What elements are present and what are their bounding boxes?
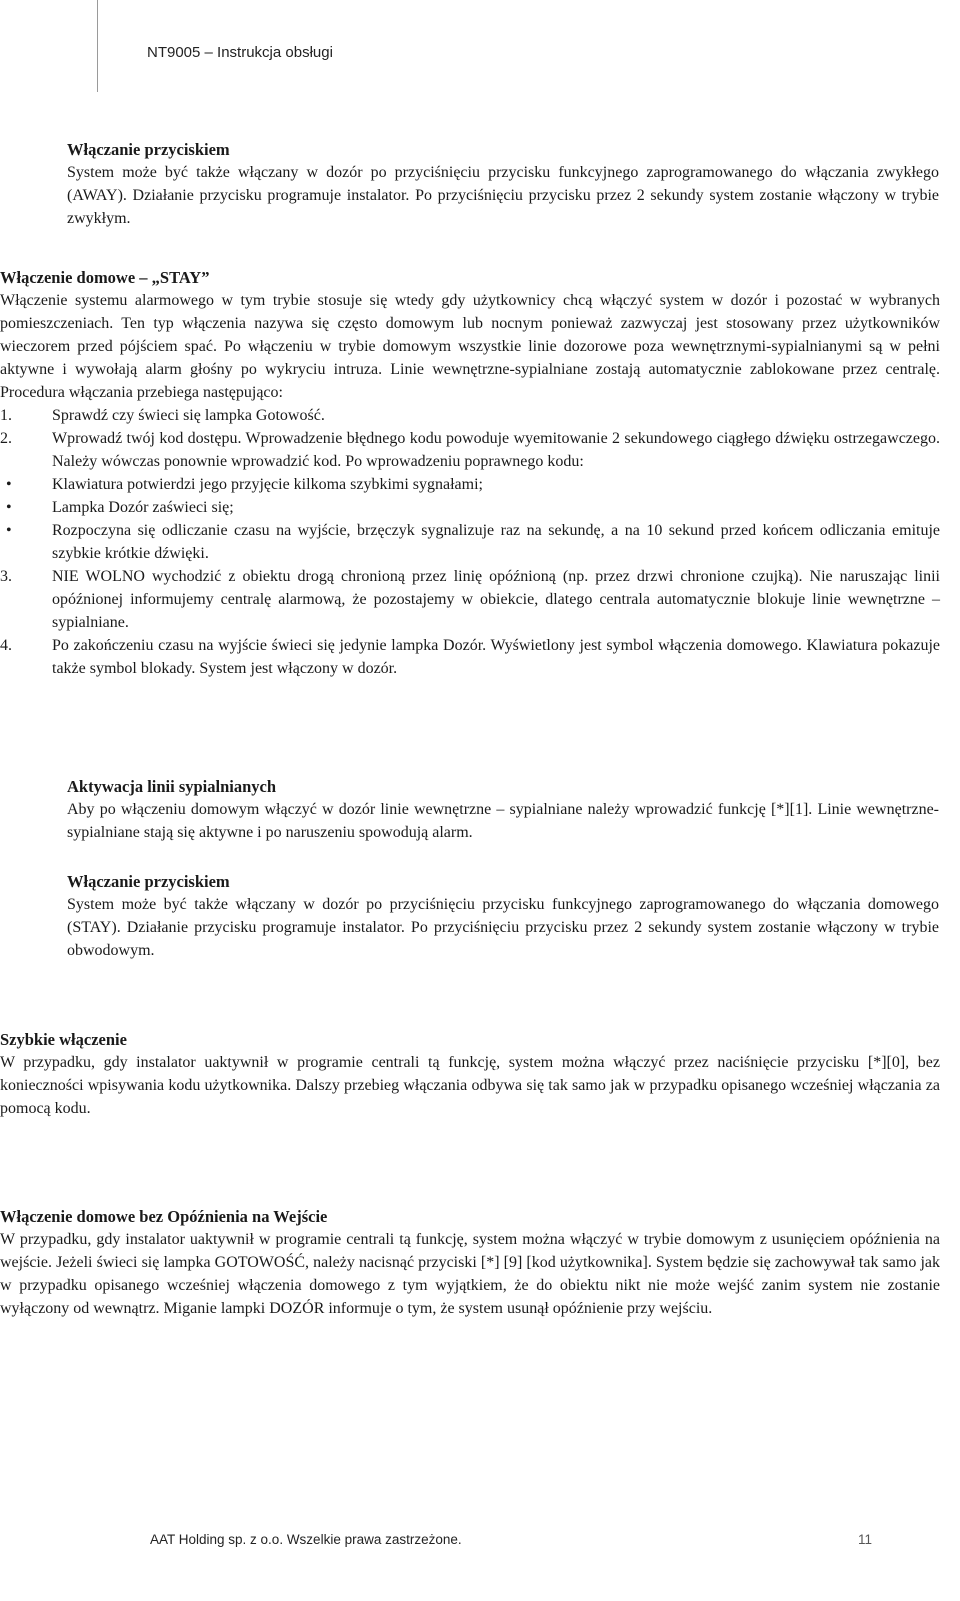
list-item [0,519,940,565]
procedure-steps [0,404,940,473]
page-footer [150,1532,872,1547]
procedure-steps-continued [0,565,940,680]
section-paragraph: System może być także włączany w dozór po przyciśnięciu przycisku funkcyjnego zaprogramowanego do włączania zwykłego (AWAY). Działanie przycisku programuje instalator. Po przyciśnięciu przycisku przez 2 sekundy system zostanie włączony w trybie zwykłym. [67,164,939,227]
section-heading: Włączenie domowe bez Opóźnienia na Wejście [0,1207,328,1226]
section-heading: Włączanie przyciskiem [67,140,230,159]
section-stay-button [67,870,939,962]
header-title: NT9005 – Instrukcja obsługi [147,44,333,61]
bullet-icon: • [6,499,12,516]
section-paragraph: W przypadku, gdy instalator uaktywnił w programie centrali tą funkcję, system można włączyć przez naciśnięcie przycisku [*][0], bez konieczności wpisywania kodu użytkownika. Dalszy przebieg włączania odbywa się tak samo jak w przypadku opisanego wcześniej włączania za pomocą kodu. [0,1054,940,1117]
section-paragraph: System może być także włączany w dozór po przyciśnięciu przycisku funkcyjnego zaprogramowanego do włączania domowego (STAY). Działanie przycisku programuje instalator. Po przyciśnięciu przycisku przez 2 sekundy system zostanie włączony w trybie obwodowym. [67,896,939,959]
section-paragraph: Aby po włączeniu domowym włączyć w dozór linie wewnętrzne – sypialniane należy wprowadzić funkcję [*][1]. Linie wewnętrzne-sypialniane stają się aktywne i po naruszeniu spowodują alarm. [67,801,939,841]
header-divider-line [97,0,98,92]
step-number: 2. [0,430,12,447]
footer-copyright: AAT Holding sp. z o.o. Wszelkie prawa zastrzeżone. [150,1532,462,1547]
step-number: 3. [0,568,12,585]
step-number: 4. [0,637,12,654]
step-text: Wprowadź twój kod dostępu. Wprowadzenie błędnego kodu powoduje wyemitowanie 2 sekundowego ciągłego dźwięku ostrzegawczego. Należy wówczas ponownie wprowadzić kod. Po wprowadzeniu poprawnego kodu: [52,430,940,470]
section-bedroom-lines [67,775,939,844]
section-stay [0,266,940,680]
list-item [0,496,940,519]
section-heading: Włączenie domowe – „STAY” [0,268,210,287]
step-text: Sprawdź czy świeci się lampka Gotowość. [52,407,325,424]
step-text: Po zakończeniu czasu na wyjście świeci się jedynie lampka Dozór. Wyświetlony jest symbol włączenia domowego. Klawiatura pokazuje także symbol blokady. System jest włączony w dozór. [52,637,940,677]
section-heading: Aktywacja linii sypialnianych [67,777,277,796]
list-item [0,427,940,473]
list-item [0,473,940,496]
step-text: NIE WOLNO wychodzić z obiektu drogą chronioną przez linię opóźnioną (np. przez drzwi chronione czujką). Nie naruszając linii opóźnionej informujemy centralę alarmową, że pozostajemy w obiekcie, dlatego centrala automatycznie blokuje linie wewnętrzne – sypialniane. [52,568,940,631]
bullet-text: Klawiatura potwierdzi jego przyjęcie kilkoma szybkimi sygnałami; [52,476,483,493]
bullet-icon: • [6,476,12,493]
confirmation-bullets [0,473,940,565]
section-paragraph: W przypadku, gdy instalator uaktywnił w programie centrali tą funkcję, system można włączyć w trybie domowym z usunięciem opóźnienia na wejście. Jeżeli świeci się lampka GOTOWOŚĆ, należy nacisnąć przyciski [*] [9] [kod użytkownika]. System będzie się zachowywał tak samo jak w przypadku opisanego wcześniej włączenia domowego z tym wyjątkiem, że do obiektu nikt nie może wejść zanim system nie zostanie wyłączony od wewnątrz. Miganie lampki DOZÓR informuje o tym, że system usunął opóźnienie przy wejściu. [0,1231,940,1317]
list-item [0,404,940,427]
section-heading: Szybkie włączenie [0,1030,127,1049]
list-item [0,634,940,680]
bullet-icon: • [6,522,12,539]
page-number: 11 [857,1532,872,1547]
bullet-text: Lampka Dozór zaświeci się; [52,499,234,516]
bullet-text: Rozpoczyna się odliczanie czasu na wyjście, brzęczyk sygnalizuje raz na sekundę, a na 10 sekund przed końcem odliczania emituje szybkie krótkie dźwięki. [52,522,940,562]
section-heading: Włączanie przyciskiem [67,872,230,891]
section-away-button [67,138,939,230]
step-number: 1. [0,407,12,424]
list-item [0,565,940,634]
section-stay-no-delay [0,1205,940,1320]
section-paragraph: Włączenie systemu alarmowego w tym trybie stosuje się wtedy gdy użytkownicy chcą włączyć system w dozór i pozostać w wybranych pomieszczeniach. Ten typ włączenia nazywa się często domowym lub nocnym ponieważ zazwyczaj jest stosowany przez użytkowników wieczorem przed pójściem spać. Po włączeniu w trybie domowym wszystkie linie dozorowe poza wewnętrznymi-sypialnianymi są w pełni aktywne i wywołają alarm głośny po wykryciu intruza. Linie wewnętrzne-sypialniane zostają automatycznie zablokowane przez centralę. Procedura włączania przebiega następująco: [0,292,940,401]
section-quick-arm [0,1028,940,1120]
